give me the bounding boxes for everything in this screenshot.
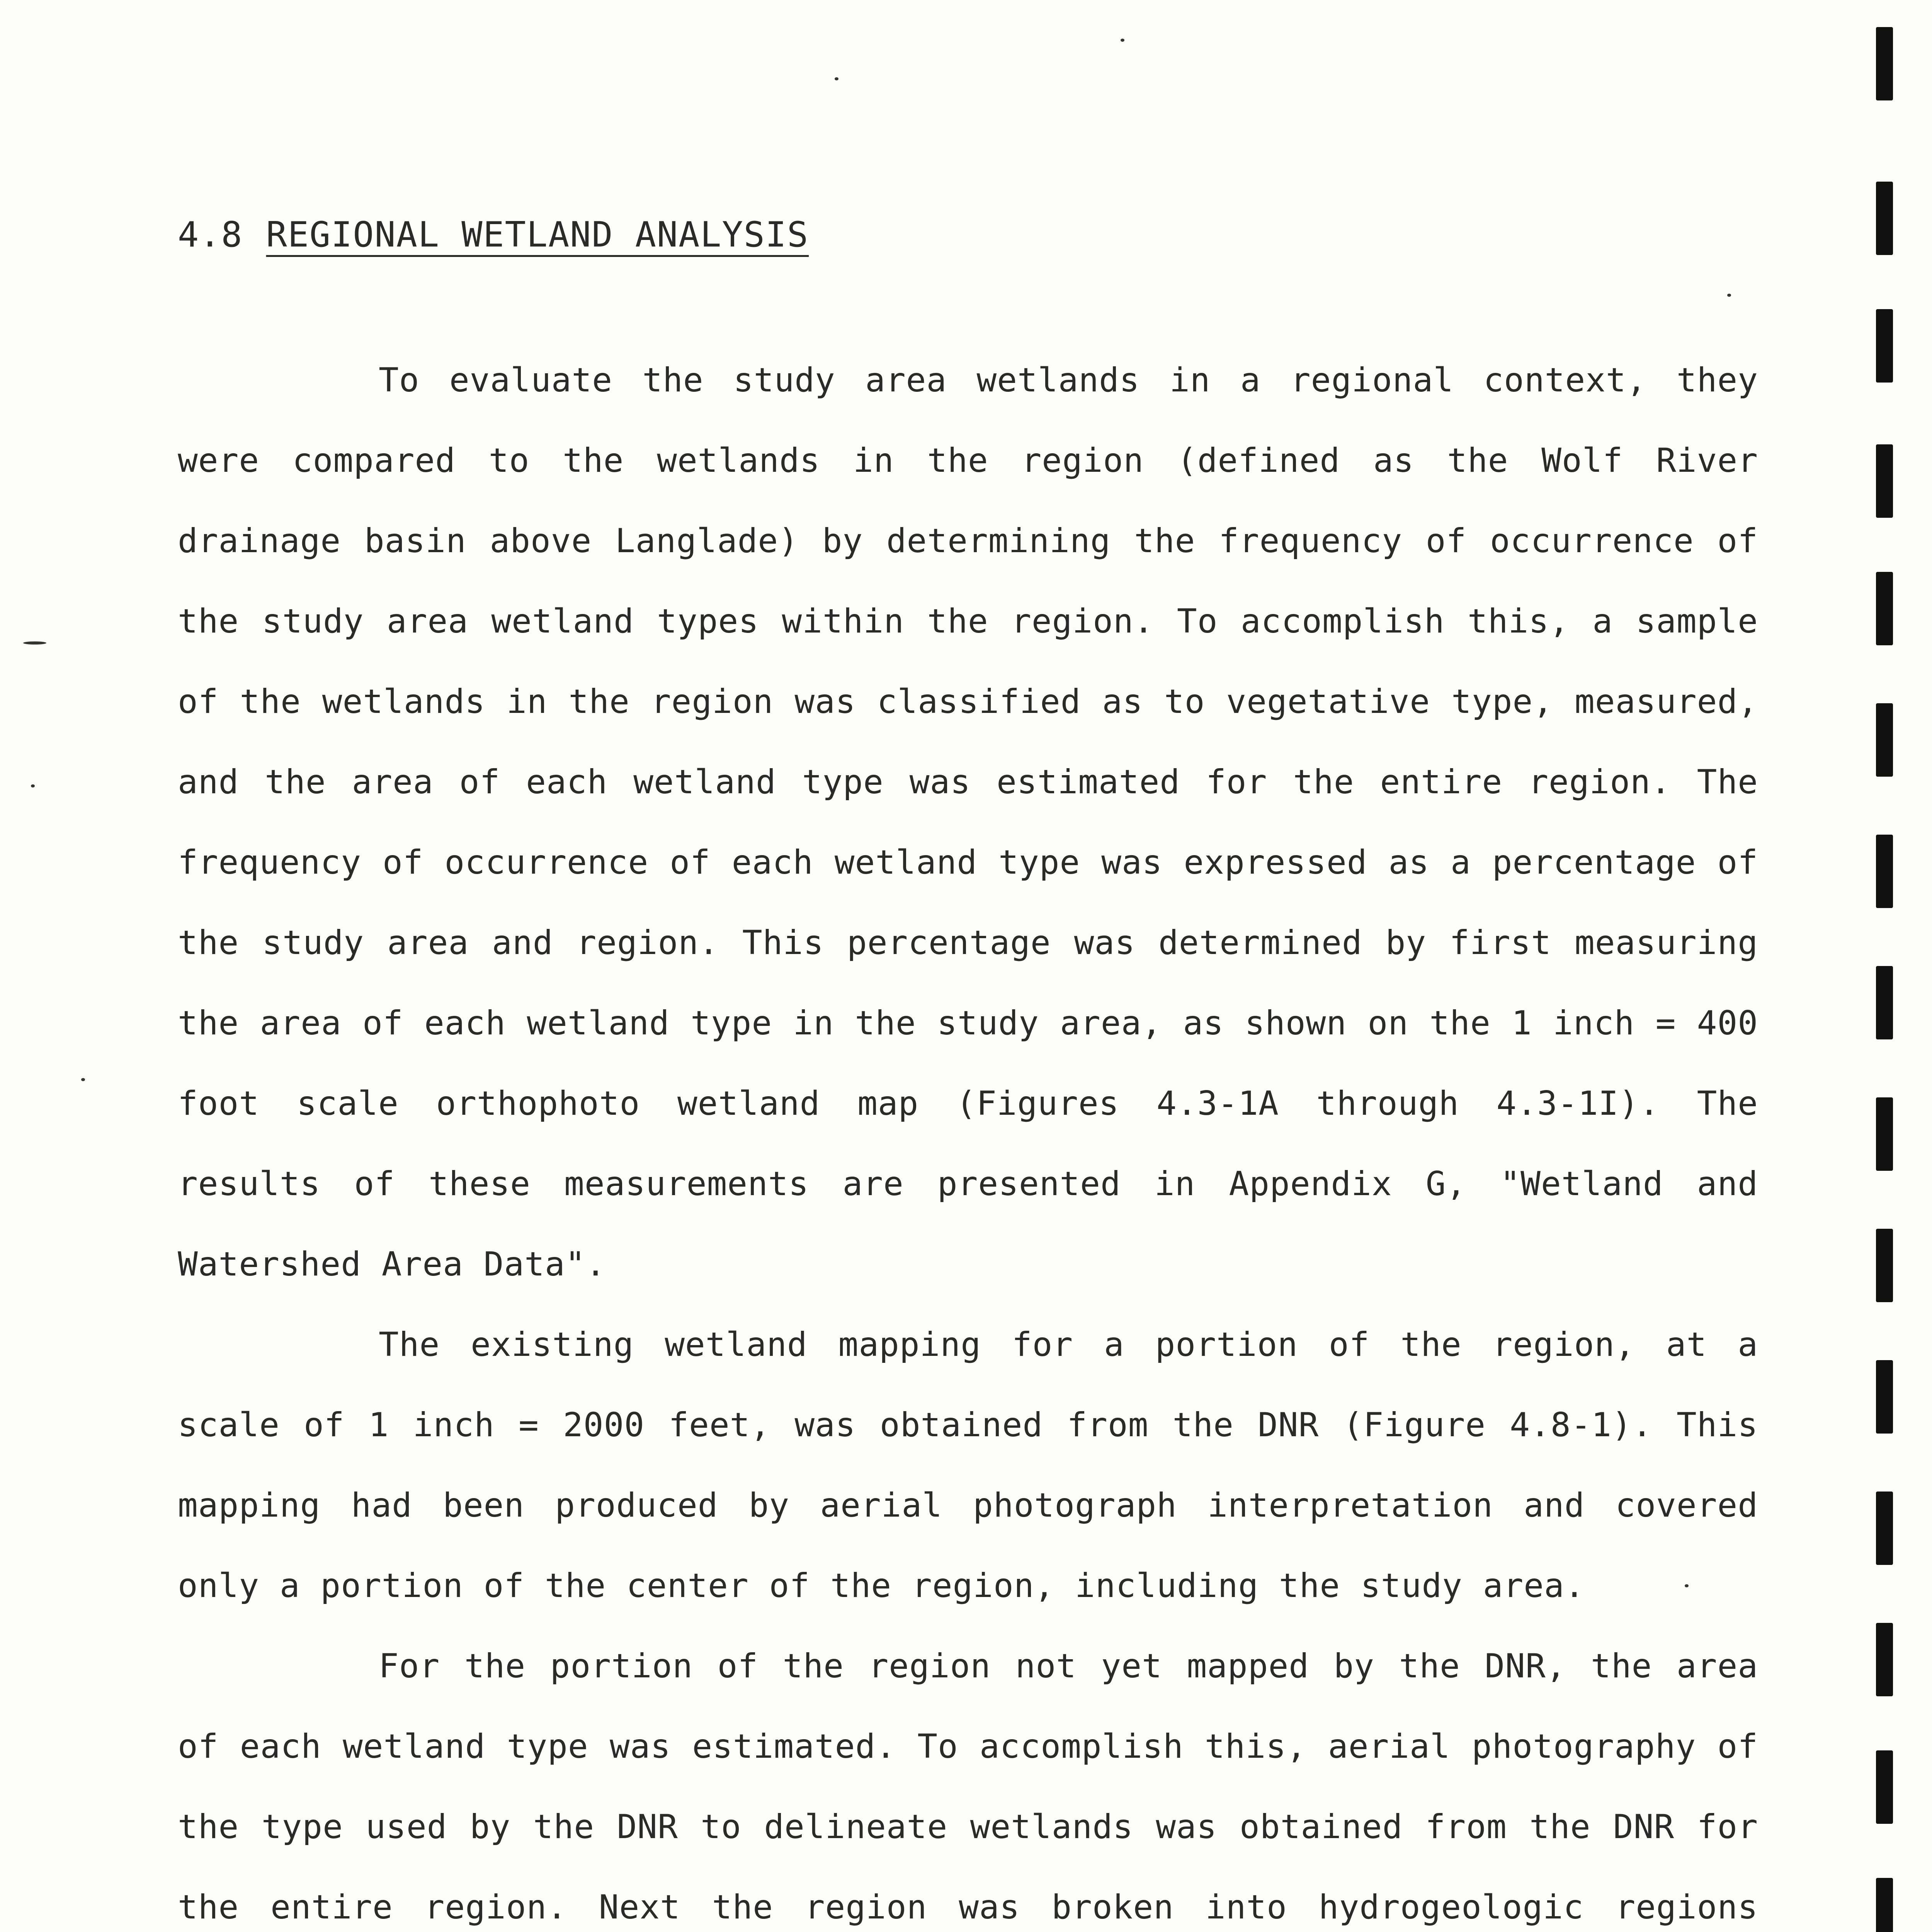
binding-mark (1876, 703, 1893, 777)
binding-mark (1876, 1623, 1893, 1696)
binding-mark (1876, 1750, 1893, 1824)
binding-mark (1876, 1097, 1893, 1171)
binding-mark (1876, 1229, 1893, 1302)
scan-speck (835, 77, 838, 80)
binding-mark (1876, 27, 1893, 100)
paragraph: The existing wetland mapping for a portion of the region, at a scale of 1 inch = 2000 feet, was obtained from the DNR (Figure 4.8-1). This mapping had been produced by aerial photograph interpretation and covered only a portion of the center of the region, including the study area. (178, 1325, 1758, 1605)
binding-mark (1876, 444, 1893, 518)
paragraph: To evaluate the study area wetlands in a regional context, they were compared to the wetlands in the region (defined as the Wolf River drainage basin above Langlade) by determining the frequency of occurrence of the study area wetland types within the region. To accomplish this, a sample of the wetlands in the region was classified as to vegetative type, measured, and the area of each wetland type was estimated for the entire region. The frequency of occurrence of each wetland type was expressed as a percentage of the study area and region. This percentage was determined by first measuring the area of each wetland type in the study area, as shown on the 1 inch = 400 foot scale orthophoto wetland map (Figures 4.3-1A through 4.3-1I). The results of these measurements are presented in Appendix G, "Wetland and Watershed Area Data". (178, 361, 1758, 1284)
binding-mark (1876, 1878, 1893, 1932)
binding-mark (1876, 966, 1893, 1039)
section-heading (178, 214, 809, 255)
binding-mark (1876, 835, 1893, 908)
scan-speck (1685, 1584, 1689, 1587)
binding-mark (1876, 1492, 1893, 1565)
binding-mark (1876, 309, 1893, 383)
paragraph: For the portion of the region not yet mapped by the DNR, the area of each wetland type was estimated. To accomplish this, aerial photography of the type used by the DNR to delineate wetlands was obtained from the DNR for the entire region. Next the region was broken into hydrogeologic regions (178, 1647, 1758, 1927)
scan-speck (1727, 294, 1731, 297)
section-number: 4.8 (178, 214, 243, 255)
binding-mark (1876, 1360, 1893, 1434)
body-text (178, 340, 1758, 1932)
scan-speck (23, 641, 46, 645)
binding-edge-marks (1876, 0, 1907, 1932)
scan-speck (31, 784, 35, 787)
scan-speck (81, 1078, 85, 1081)
section-title: REGIONAL WETLAND ANALYSIS (266, 214, 809, 255)
binding-mark (1876, 572, 1893, 645)
scan-speck (1121, 39, 1124, 42)
binding-mark (1876, 182, 1893, 255)
